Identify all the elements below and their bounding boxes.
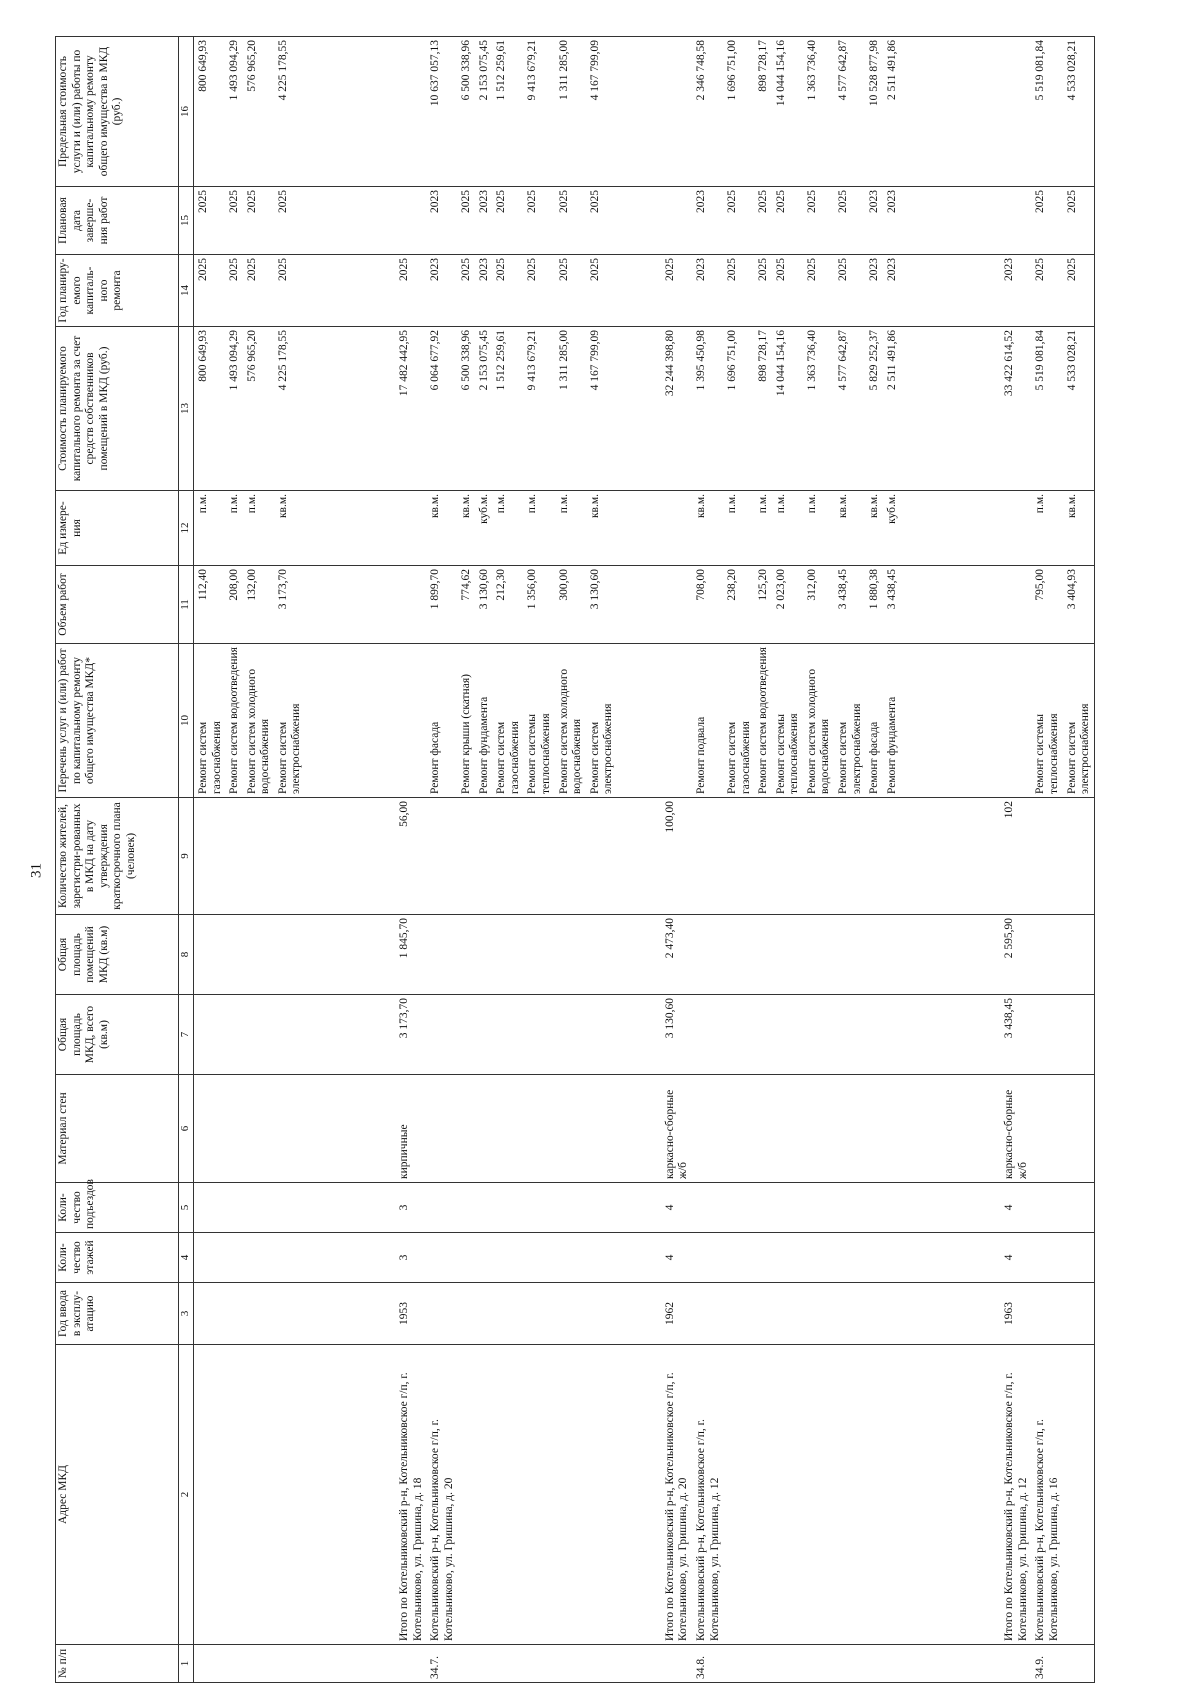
work-volume: 3 438,45 [834, 566, 865, 644]
work-unit: п.м. [523, 491, 554, 566]
column-number: 3 [179, 1283, 194, 1345]
header-total-area: Общая площадь МКД, всего (кв.м) [56, 995, 179, 1075]
header-end-date: Плановая дата заверше-ния работ [56, 187, 179, 255]
work-end: 2025 [194, 187, 226, 255]
work-volume: 795,00 [1031, 566, 1062, 644]
work-year: 2025 [194, 255, 226, 327]
total-plan-year: 2025 [397, 255, 426, 327]
work-cost: 2 153 075,45 [475, 327, 493, 491]
work-unit: кв.м. [865, 491, 883, 566]
work-cost: 5 519 081,84 [1031, 327, 1062, 491]
work-unit: куб.м. [475, 491, 493, 566]
work-volume: 132,00 [243, 566, 274, 644]
header-cost: Стоимость планируемого капитального ремонта за счет средств собственников помещений в МКД (руб.) [56, 327, 179, 491]
work-name: Ремонт системы теплоснабжения [1031, 644, 1062, 798]
column-number: 6 [179, 1075, 194, 1183]
work-cost: 5 829 252,37 [865, 327, 883, 491]
total-residents: 56,00 [397, 798, 426, 915]
work-volume: 2 023,00 [772, 566, 803, 644]
total-material: кирпичные [397, 1075, 426, 1183]
work-row [555, 37, 586, 1683]
work-name: Ремонт системы теплоснабжения [772, 644, 803, 798]
work-row [883, 37, 901, 1683]
header-unit: Ед измере-ния [56, 491, 179, 566]
work-end: 2025 [723, 187, 754, 255]
work-name: Ремонт фундамента [475, 644, 493, 798]
repair-plan-table [55, 36, 1095, 1683]
work-unit: п.м. [754, 491, 772, 566]
work-cost: 2 511 491,86 [883, 327, 901, 491]
work-cost: 6 064 677,92 [426, 327, 457, 491]
work-unit: кв.м. [834, 491, 865, 566]
work-row [834, 37, 865, 1683]
work-volume: 1 899,70 [426, 566, 457, 644]
total-row [397, 37, 426, 1683]
house-number: 34.8. [692, 1645, 723, 1683]
work-unit: п.м. [225, 491, 243, 566]
header-volume: Объем работ [56, 566, 179, 644]
column-number: 10 [179, 644, 194, 798]
work-year: 2025 [457, 255, 475, 327]
work-volume: 3 438,45 [883, 566, 901, 644]
column-number: 1 [179, 1645, 194, 1683]
work-row [723, 37, 754, 1683]
work-volume: 300,00 [555, 566, 586, 644]
work-row [426, 37, 457, 1683]
total-area: 3 438,45 [1002, 995, 1031, 1075]
work-year: 2023 [475, 255, 493, 327]
work-year: 2025 [1031, 255, 1062, 327]
work-row [692, 37, 723, 1683]
work-unit: п.м. [803, 491, 834, 566]
total-plan-year: 2023 [1002, 255, 1031, 327]
total-rooms-area: 2 595,90 [1002, 915, 1031, 995]
work-name: Ремонт систем газоснабжения [723, 644, 754, 798]
total-year-built: 1953 [397, 1283, 426, 1345]
work-end: 2023 [865, 187, 883, 255]
work-row [225, 37, 243, 1683]
work-unit: кв.м. [692, 491, 723, 566]
work-row [772, 37, 803, 1683]
total-residents: 102 [1002, 798, 1031, 915]
column-number: 5 [179, 1183, 194, 1233]
work-name: Ремонт фасада [865, 644, 883, 798]
work-volume: 3 404,93 [1063, 566, 1095, 644]
column-number: 2 [179, 1345, 194, 1645]
work-limit: 14 044 154,16 [772, 37, 803, 187]
house-number: 34.7. [426, 1645, 457, 1683]
header-repair-year: Год планиру-емого капиталь-ного ремонта [56, 255, 179, 327]
work-limit: 5 519 081,84 [1031, 37, 1062, 187]
work-limit: 576 965,20 [243, 37, 274, 187]
work-end: 2025 [754, 187, 772, 255]
work-unit: п.м. [772, 491, 803, 566]
work-end: 2023 [883, 187, 901, 255]
header-residents: Количество жителей, зарегистри-рованных в МКД на дату утверждения краткосрочного плана (человек) [56, 798, 179, 915]
work-row [492, 37, 523, 1683]
work-name: Ремонт систем холодного водоснабжения [555, 644, 586, 798]
work-limit: 6 500 338,96 [457, 37, 475, 187]
work-limit: 898 728,17 [754, 37, 772, 187]
column-number: 15 [179, 187, 194, 255]
work-unit: п.м. [243, 491, 274, 566]
work-end: 2025 [586, 187, 617, 255]
work-row [754, 37, 772, 1683]
total-address: Итого по Котельниковский р-н, Котельниковское г/п, г. Котельниково, ул. Гришина, д. 20 [663, 1345, 692, 1645]
work-limit: 1 512 259,61 [492, 37, 523, 187]
total-address: Итого по Котельниковский р-н, Котельниковское г/п, г. Котельниково, ул. Гришина, д. 12 [1002, 1345, 1031, 1645]
work-volume: 312,00 [803, 566, 834, 644]
header-number: № п/п [56, 1645, 179, 1683]
header-year-built: Год ввода в эксплу-атацию [56, 1283, 179, 1345]
house-address: Котельниковский р-н, Котельниковское г/п, г. Котельниково, ул. Гришина, д. 20 [426, 1345, 457, 1645]
column-number: 14 [179, 255, 194, 327]
work-end: 2025 [457, 187, 475, 255]
spacer-row [617, 37, 663, 1683]
column-numbers-row [179, 37, 194, 1683]
work-limit: 2 153 075,45 [475, 37, 493, 187]
header-entrances: Коли-чество подъездов [56, 1183, 179, 1233]
work-name: Ремонт фундамента [883, 644, 901, 798]
column-number: 8 [179, 915, 194, 995]
work-cost: 1 493 094,29 [225, 327, 243, 491]
work-row [457, 37, 475, 1683]
work-limit: 800 649,93 [194, 37, 226, 187]
work-name: Ремонт систем электроснабжения [586, 644, 617, 798]
work-end: 2025 [555, 187, 586, 255]
work-volume: 1 356,00 [523, 566, 554, 644]
work-limit: 4 225 178,55 [274, 37, 305, 187]
work-year: 2025 [274, 255, 305, 327]
work-name: Ремонт систем холодного водоснабжения [803, 644, 834, 798]
spacer-row [900, 37, 1002, 1683]
work-volume: 774,62 [457, 566, 475, 644]
column-number: 13 [179, 327, 194, 491]
work-volume: 112,40 [194, 566, 226, 644]
work-year: 2025 [225, 255, 243, 327]
work-unit: кв.м. [274, 491, 305, 566]
total-floors: 4 [663, 1233, 692, 1283]
work-end: 2025 [834, 187, 865, 255]
work-volume: 238,20 [723, 566, 754, 644]
work-volume: 3 130,60 [475, 566, 493, 644]
total-address: Итого по Котельниковский р-н, Котельниковское г/п, г. Котельниково, ул. Гришина, д. 18 [397, 1345, 426, 1645]
work-year: 2023 [865, 255, 883, 327]
work-name: Ремонт системы теплоснабжения [523, 644, 554, 798]
work-end: 2025 [225, 187, 243, 255]
work-cost: 4 167 799,09 [586, 327, 617, 491]
work-limit: 10 637 057,13 [426, 37, 457, 187]
column-number: 4 [179, 1233, 194, 1283]
work-cost: 1 512 259,61 [492, 327, 523, 491]
total-cost: 17 482 442,95 [397, 327, 426, 491]
house-address: Котельниковский р-н, Котельниковское г/п, г. Котельниково, ул. Гришина, д. 16 [1031, 1345, 1062, 1645]
work-cost: 14 044 154,16 [772, 327, 803, 491]
work-limit: 1 493 094,29 [225, 37, 243, 187]
work-limit: 4 577 642,87 [834, 37, 865, 187]
work-limit: 4 167 799,09 [586, 37, 617, 187]
work-name: Ремонт систем электроснабжения [1063, 644, 1095, 798]
work-row [1063, 37, 1095, 1683]
work-volume: 1 880,38 [865, 566, 883, 644]
work-year: 2023 [426, 255, 457, 327]
work-name: Ремонт крыши (скатная) [457, 644, 475, 798]
work-row [586, 37, 617, 1683]
work-unit: п.м. [555, 491, 586, 566]
total-rooms-area: 2 473,40 [663, 915, 692, 995]
work-limit: 2 346 748,58 [692, 37, 723, 187]
work-name: Ремонт систем газоснабжения [194, 644, 226, 798]
work-year: 2025 [523, 255, 554, 327]
work-unit: п.м. [723, 491, 754, 566]
work-name: Ремонт фасада [426, 644, 457, 798]
work-volume: 208,00 [225, 566, 243, 644]
work-name: Ремонт систем электроснабжения [834, 644, 865, 798]
work-volume: 708,00 [692, 566, 723, 644]
work-cost: 1 395 450,98 [692, 327, 723, 491]
work-unit: кв.м. [426, 491, 457, 566]
total-row [1002, 37, 1031, 1683]
work-cost: 1 311 285,00 [555, 327, 586, 491]
total-cost: 32 244 398,80 [663, 327, 692, 491]
work-end: 2025 [274, 187, 305, 255]
work-row [243, 37, 274, 1683]
work-volume: 3 130,60 [586, 566, 617, 644]
total-residents: 100,00 [663, 798, 692, 915]
work-volume: 212,30 [492, 566, 523, 644]
total-floors: 3 [397, 1233, 426, 1283]
work-unit: кв.м. [457, 491, 475, 566]
total-floors: 4 [1002, 1233, 1031, 1283]
work-cost: 4 225 178,55 [274, 327, 305, 491]
total-plan-year: 2025 [663, 255, 692, 327]
work-year: 2025 [555, 255, 586, 327]
work-cost: 576 965,20 [243, 327, 274, 491]
total-material: каркасно-сборные ж/б [663, 1075, 692, 1183]
work-row [865, 37, 883, 1683]
total-row [663, 37, 692, 1683]
work-limit: 9 413 679,21 [523, 37, 554, 187]
work-year: 2025 [1063, 255, 1095, 327]
work-row [475, 37, 493, 1683]
total-rooms-area: 1 845,70 [397, 915, 426, 995]
work-year: 2023 [692, 255, 723, 327]
column-number: 7 [179, 995, 194, 1075]
work-year: 2025 [586, 255, 617, 327]
work-end: 2025 [523, 187, 554, 255]
header-works-list: Перечень услуг и (или) работ по капитальному ремонту общего имущества МКД* [56, 644, 179, 798]
work-unit: кв.м. [1063, 491, 1095, 566]
work-name: Ремонт систем холодного водоснабжения [243, 644, 274, 798]
work-year: 2025 [754, 255, 772, 327]
work-year: 2023 [883, 255, 901, 327]
work-limit: 1 696 751,00 [723, 37, 754, 187]
work-unit: п.м. [492, 491, 523, 566]
work-unit: кв.м. [586, 491, 617, 566]
header-rooms-area: Общая площадь помещений МКД (кв.м) [56, 915, 179, 995]
work-cost: 4 577 642,87 [834, 327, 865, 491]
total-entrances: 4 [663, 1183, 692, 1233]
column-number: 11 [179, 566, 194, 644]
work-end: 2025 [803, 187, 834, 255]
total-year-built: 1963 [1002, 1283, 1031, 1345]
total-material: каркасно-сборные ж/б [1002, 1075, 1031, 1183]
work-year: 2025 [803, 255, 834, 327]
spacer-row [305, 37, 397, 1683]
column-number: 12 [179, 491, 194, 566]
work-end: 2023 [692, 187, 723, 255]
work-year: 2025 [492, 255, 523, 327]
work-limit: 4 533 028,21 [1063, 37, 1095, 187]
work-name: Ремонт подвала [692, 644, 723, 798]
work-name: Ремонт систем газоснабжения [492, 644, 523, 798]
work-year: 2025 [834, 255, 865, 327]
header-floors: Коли-чество этажей [56, 1233, 179, 1283]
work-limit: 10 528 877,98 [865, 37, 883, 187]
header-limit-cost: Предельная стоимость услуги и (или) работы по капитальному ремонту общего имущества в МКД (руб.) [56, 37, 179, 187]
work-unit: п.м. [194, 491, 226, 566]
work-volume: 3 173,70 [274, 566, 305, 644]
work-name: Ремонт систем водоотведения [225, 644, 243, 798]
work-unit: куб.м. [883, 491, 901, 566]
work-row [1031, 37, 1062, 1683]
work-year: 2025 [723, 255, 754, 327]
work-end: 2025 [772, 187, 803, 255]
work-end: 2025 [1031, 187, 1062, 255]
work-end: 2023 [426, 187, 457, 255]
work-volume: 125,20 [754, 566, 772, 644]
total-entrances: 4 [1002, 1183, 1031, 1233]
header-wall-material: Материал стен [56, 1075, 179, 1183]
work-row [194, 37, 226, 1683]
work-cost: 1 363 736,40 [803, 327, 834, 491]
work-limit: 2 511 491,86 [883, 37, 901, 187]
work-limit: 1 311 285,00 [555, 37, 586, 187]
total-cost: 33 422 614,52 [1002, 327, 1031, 491]
column-number: 16 [179, 37, 194, 187]
work-year: 2025 [243, 255, 274, 327]
work-end: 2025 [243, 187, 274, 255]
work-name: Ремонт систем водоотведения [754, 644, 772, 798]
work-unit: п.м. [1031, 491, 1062, 566]
work-row [803, 37, 834, 1683]
table-header-row [56, 37, 179, 1683]
house-number: 34.9. [1031, 1645, 1062, 1683]
work-end: 2023 [475, 187, 493, 255]
house-address: Котельниковский р-н, Котельниковское г/п, г. Котельниково, ул. Гришина, д. 12 [692, 1345, 723, 1645]
rotated-table-container [55, 37, 1155, 1683]
work-limit: 1 363 736,40 [803, 37, 834, 187]
work-end: 2025 [1063, 187, 1095, 255]
work-row [274, 37, 305, 1683]
work-row [523, 37, 554, 1683]
work-year: 2025 [772, 255, 803, 327]
header-address: Адрес МКД [56, 1345, 179, 1645]
work-cost: 4 533 028,21 [1063, 327, 1095, 491]
total-year-built: 1962 [663, 1283, 692, 1345]
work-end: 2025 [492, 187, 523, 255]
work-cost: 6 500 338,96 [457, 327, 475, 491]
total-area: 3 130,60 [663, 995, 692, 1075]
column-number: 9 [179, 798, 194, 915]
work-cost: 898 728,17 [754, 327, 772, 491]
page-number: 31 [28, 863, 45, 878]
work-cost: 9 413 679,21 [523, 327, 554, 491]
total-area: 3 173,70 [397, 995, 426, 1075]
work-cost: 800 649,93 [194, 327, 226, 491]
total-entrances: 3 [397, 1183, 426, 1233]
work-cost: 1 696 751,00 [723, 327, 754, 491]
work-name: Ремонт систем электроснабжения [274, 644, 305, 798]
